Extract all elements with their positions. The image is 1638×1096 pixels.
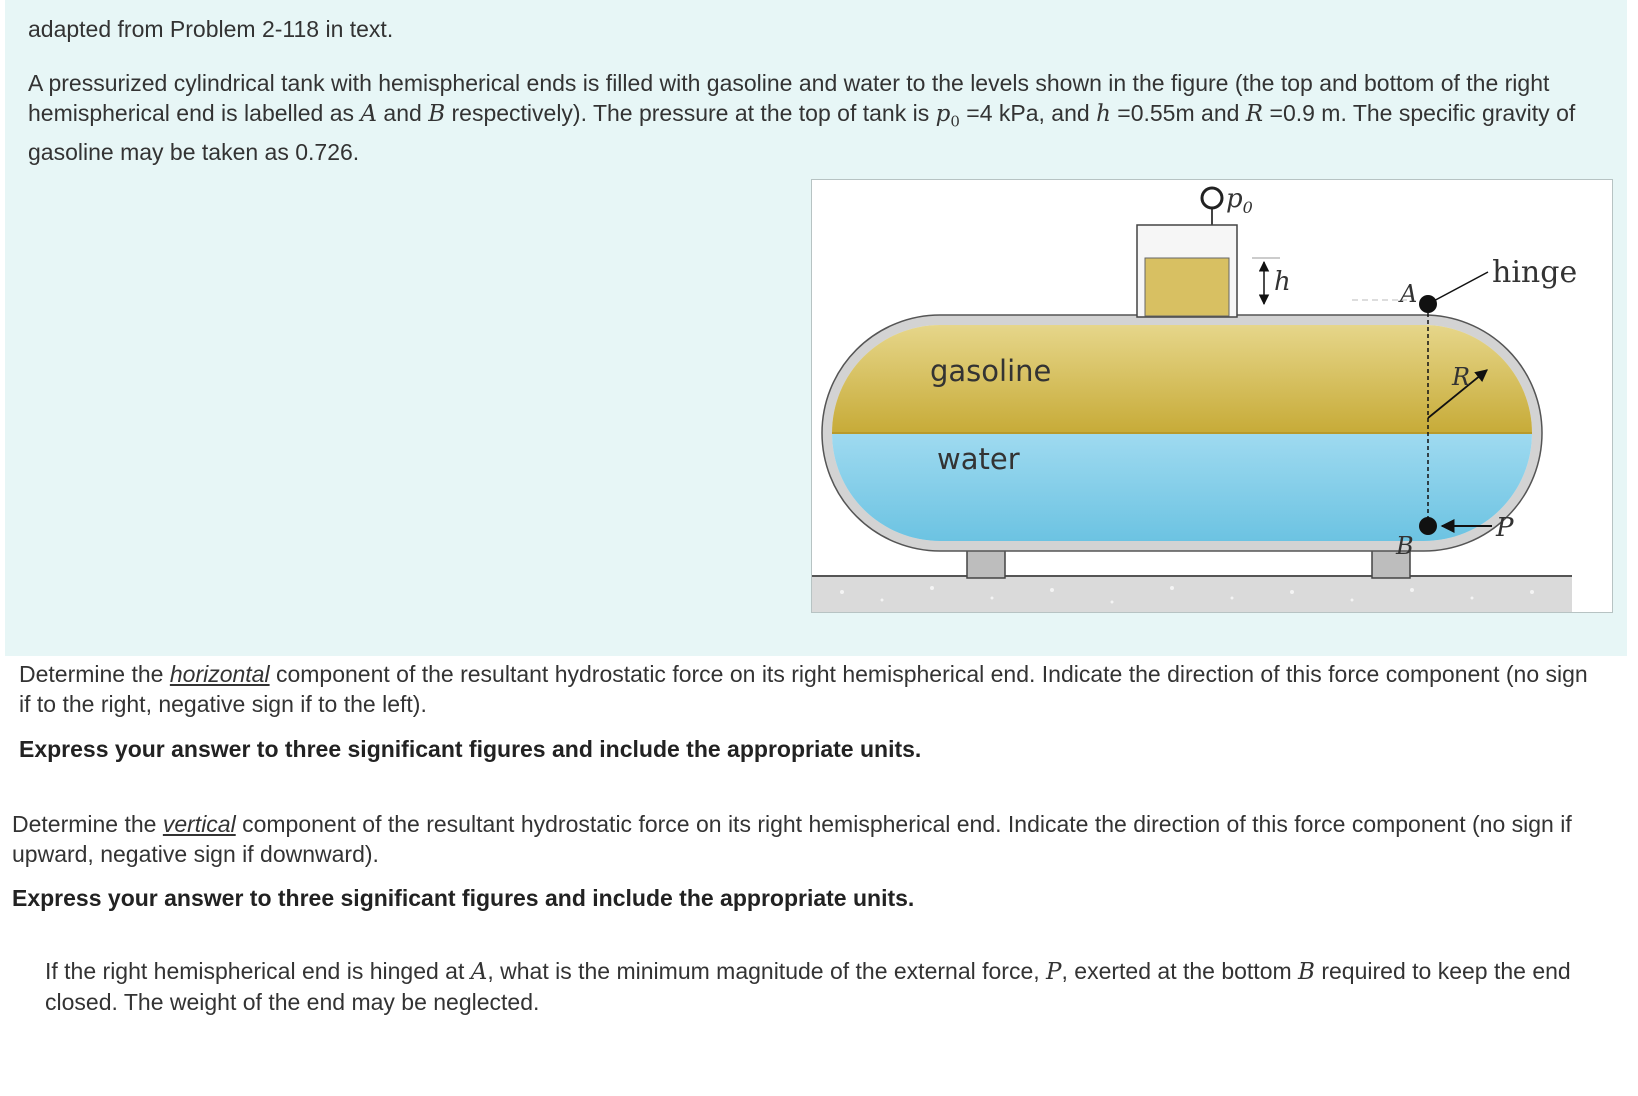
question-2-keyword: vertical (162, 811, 236, 837)
question-1-keyword: horizontal (169, 661, 270, 687)
gasoline-label: gasoline (930, 354, 1052, 388)
tank-diagram (812, 180, 1612, 612)
water-label: water (937, 442, 1020, 476)
b-label: B (1396, 532, 1414, 560)
tank-figure (811, 179, 1613, 613)
source-note: adapted from Problem 2-118 in text. (28, 16, 394, 42)
question-2-instruction: Express your answer to three significant figures and include the appropriate units. (12, 885, 915, 911)
ground (812, 576, 1572, 612)
a-label: A (1400, 280, 1418, 308)
h-label: h (1274, 267, 1291, 297)
p0-label: $p_0$ (1226, 184, 1253, 217)
hinge-leader (1428, 272, 1488, 304)
problem-intro-panel (5, 0, 1627, 656)
riser-gasoline (1145, 258, 1229, 316)
symbol-b: B (428, 101, 446, 127)
question-1-text: Determine the horizontal component of the resultant hydrostatic force on its right hemispherical end. Indicate the direction of this force component (no sign if to the right, negative sign if to the left). (19, 661, 1588, 717)
symbol-a: A (360, 101, 378, 127)
pressure-gauge-icon (1202, 188, 1222, 208)
question-1-instruction: Express your answer to three significant figures and include the appropriate units. (19, 736, 922, 762)
point-b-icon (1419, 517, 1437, 535)
symbol-r: R (1245, 101, 1264, 127)
question-3-text: If the right hemispherical end is hinged at A, what is the minimum magnitude of the external force, P, exerted at the bottom B required to keep the end closed. The weight of the end may be neglected. (45, 958, 1571, 1015)
problem-statement: A pressurized cylindrical tank with hemispherical ends is filled with gasoline and water to the levels shown in the figure (the top and bottom of the right hemispherical end is labelled as A and B respectively). The pressure at the top of tank is $p_0 =4$ kPa, and h =0.55m and R =0.9 m. The specific gravity of gasoline may be taken as 0.726. (28, 70, 1576, 165)
symbol-p0: $p_0$ (935, 101, 960, 131)
symbol-h: h (1096, 101, 1111, 127)
p-label: P (1496, 513, 1514, 543)
hinge-label: hinge (1492, 255, 1578, 290)
hinge-point-a-icon (1419, 295, 1437, 313)
question-2-text: Determine the vertical component of the resultant hydrostatic force on its right hemispherical end. Indicate the direction of this force component (no sign if upward, negative sign if downward). (12, 811, 1572, 867)
r-label: R (1452, 363, 1471, 391)
